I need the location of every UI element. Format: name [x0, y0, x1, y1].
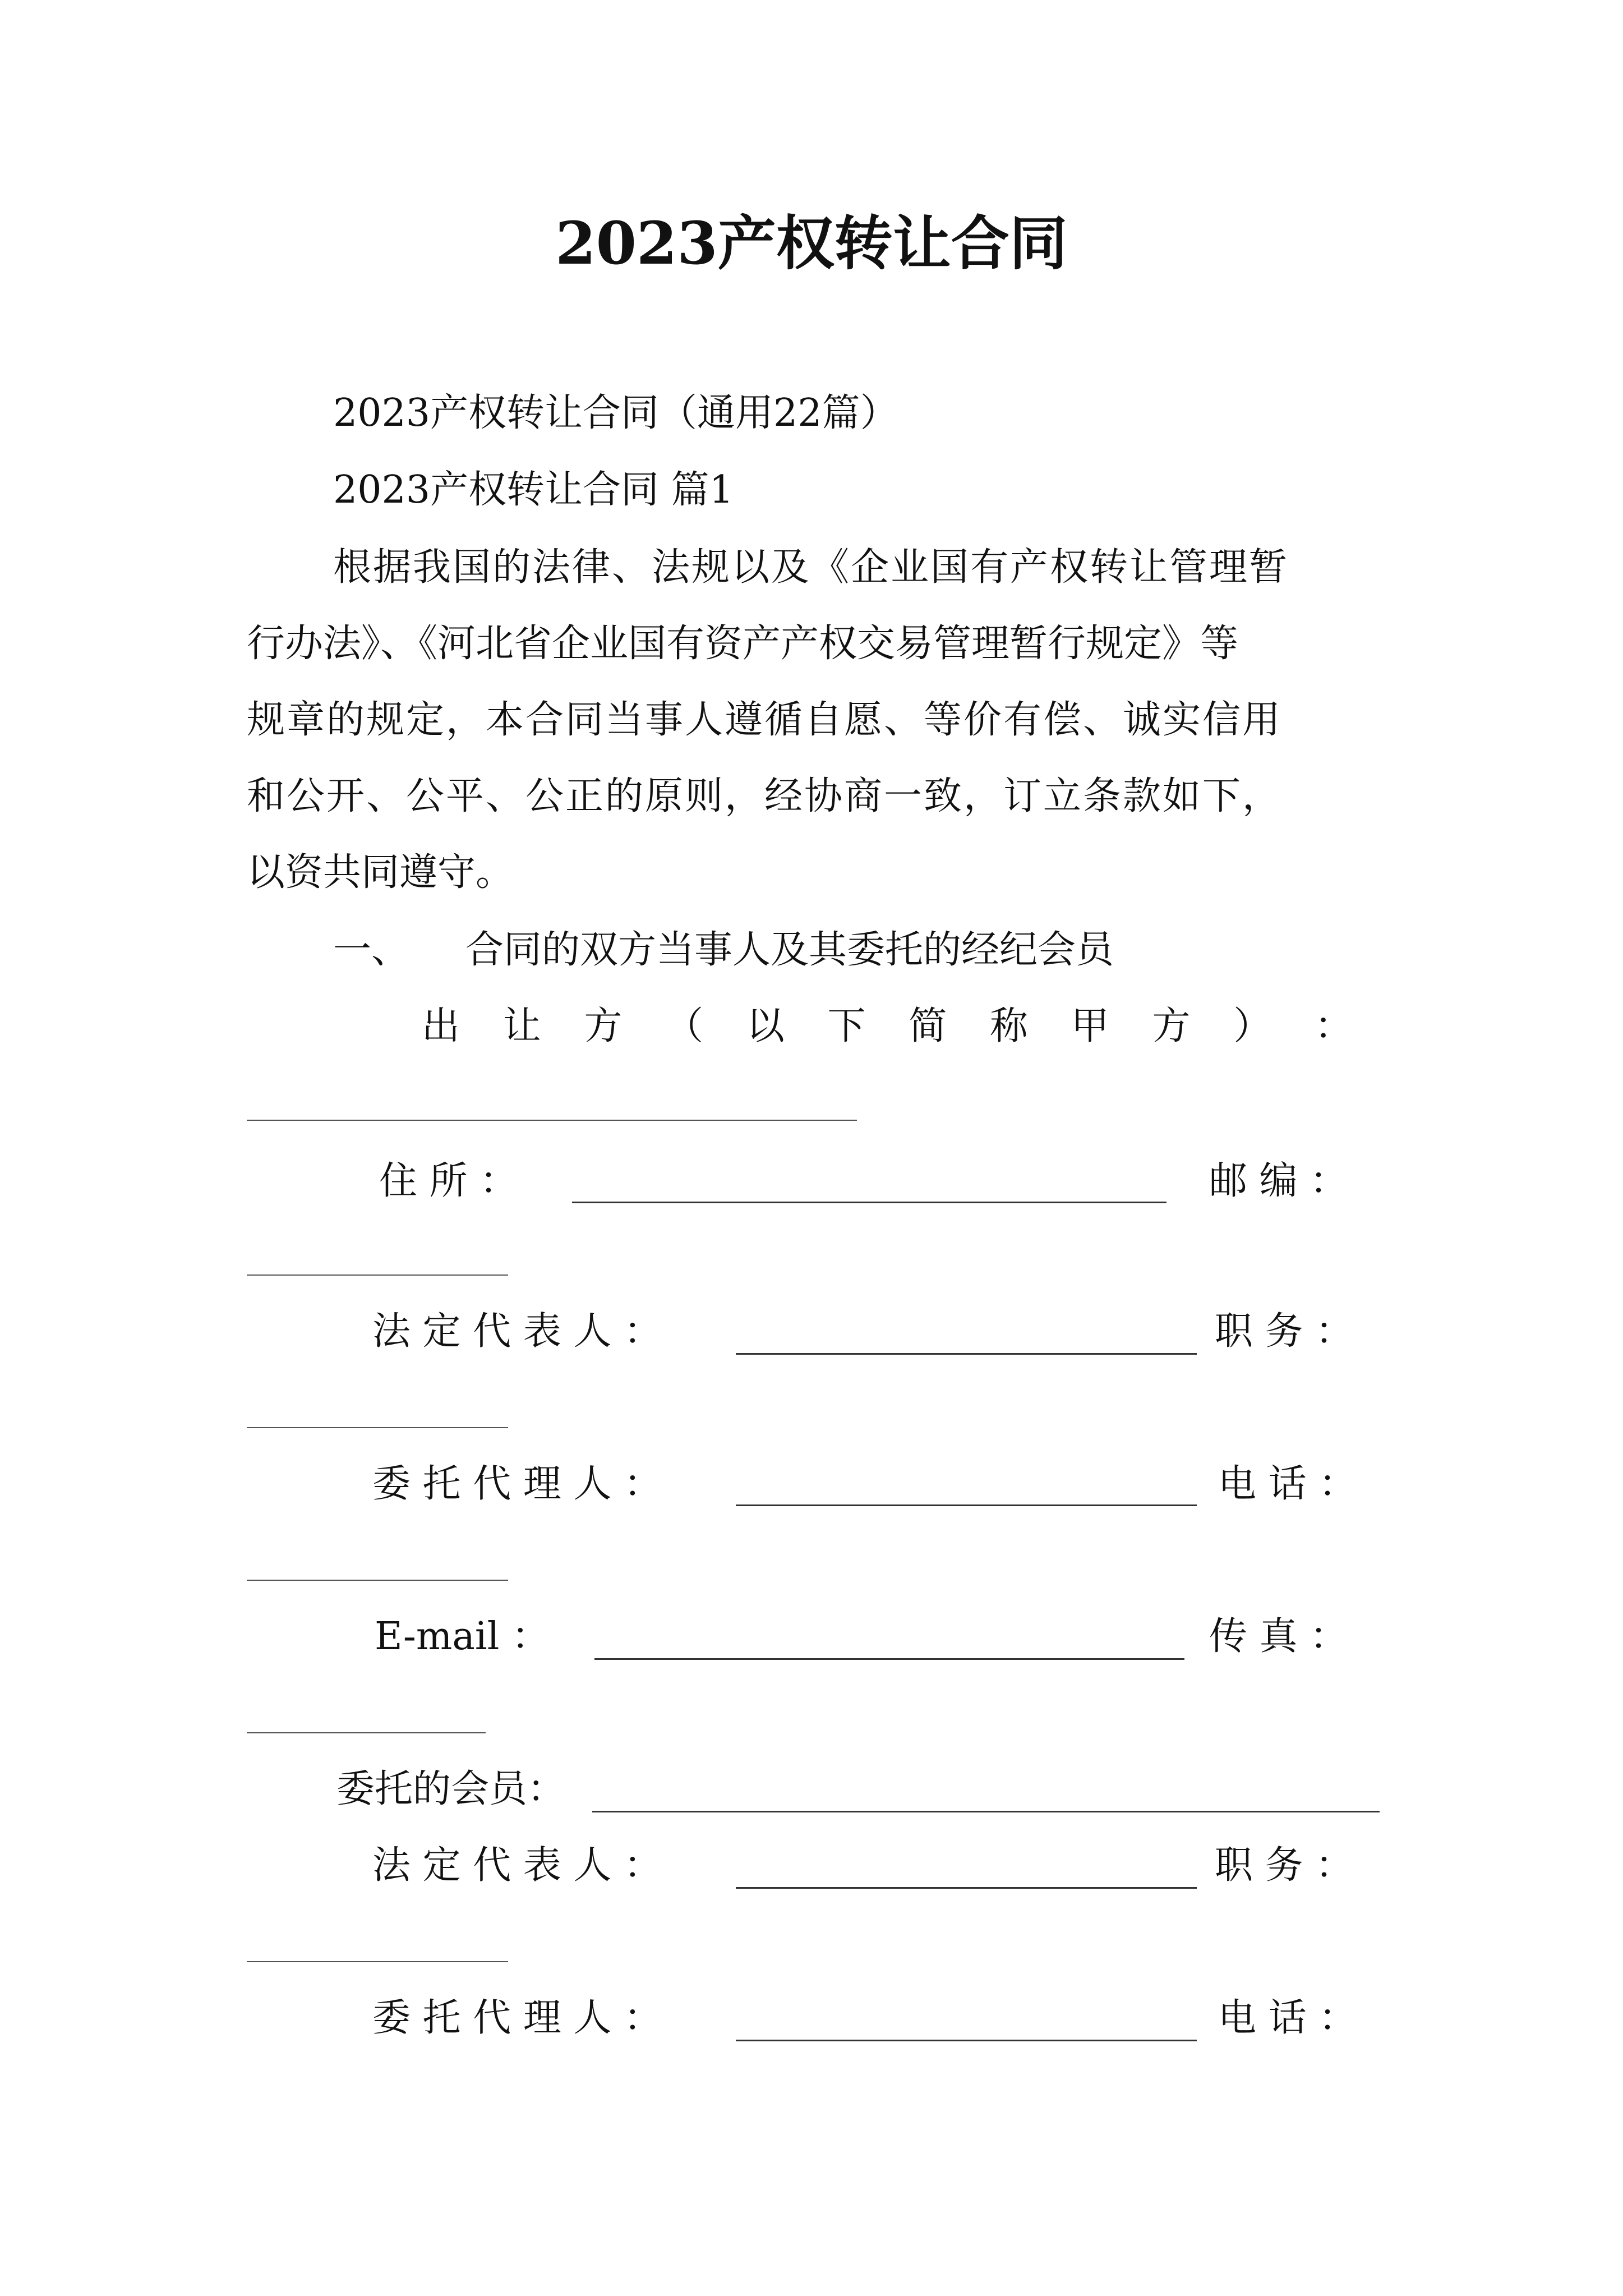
- phone-label: 电 话 ：: [1218, 1462, 1357, 1506]
- position-2-label: 职 务 ：: [1215, 1843, 1354, 1888]
- phone-2-label: 电 话 ：: [1218, 1996, 1357, 2040]
- transferor-char: 以: [746, 1004, 785, 1048]
- paragraph-line-3: 规章的规定，本合同当事人遵循自愿、等价有偿、诚实信用: [247, 698, 1283, 742]
- email-blank[interactable]: [594, 1658, 1184, 1660]
- transferor-char: 甲: [1071, 1004, 1109, 1048]
- position-label: 职 务 ：: [1215, 1309, 1354, 1354]
- address-blank[interactable]: [572, 1202, 1166, 1203]
- transferor-char: ：: [1314, 1004, 1353, 1048]
- member-label: 委托的会员：: [336, 1767, 566, 1811]
- fax-label: 传 真 ：: [1209, 1614, 1348, 1659]
- transferor-char: 让: [502, 1004, 541, 1048]
- transferor-char: 方: [584, 1004, 623, 1048]
- agent-label: 委 托 代 理 人 ：: [372, 1462, 662, 1506]
- transferor-char: 方: [1152, 1004, 1191, 1048]
- transferor-line: [422, 1004, 1353, 1048]
- postcode-blank[interactable]: [247, 1274, 508, 1276]
- legal-rep-blank[interactable]: [736, 1353, 1197, 1355]
- transferor-char: ）: [1233, 1004, 1272, 1048]
- position-2-blank[interactable]: [247, 1961, 508, 1962]
- transferor-char: 出: [422, 1004, 460, 1048]
- paragraph-line-5: 以资共同遵守。: [247, 850, 514, 895]
- position-blank[interactable]: [247, 1427, 508, 1428]
- section-title: 2023产权转让合同 篇1: [333, 468, 734, 512]
- transferor-blank[interactable]: [247, 1120, 857, 1121]
- clause-heading: 合同的双方当事人及其委托的经纪会员: [465, 928, 1114, 972]
- paragraph-line-2: 行办法》、《河北省企业国有资产产权交易管理暂行规定》等: [247, 622, 1239, 666]
- agent-2-label: 委 托 代 理 人 ：: [372, 1996, 662, 2040]
- legal-rep-label: 法 定 代 表 人 ：: [372, 1309, 662, 1354]
- transferor-char: （: [665, 1004, 704, 1048]
- transferor-char: 下: [827, 1004, 866, 1048]
- legal-rep-2-blank[interactable]: [736, 1887, 1197, 1889]
- postcode-label: 邮 编 ：: [1209, 1159, 1348, 1203]
- agent-2-blank[interactable]: [736, 2040, 1197, 2041]
- paragraph-line-4: 和公开、公平、公正的原则，经协商一致，订立条款如下，: [247, 774, 1283, 818]
- email-label: E-mail ：: [375, 1614, 550, 1659]
- fax-blank[interactable]: [247, 1732, 486, 1733]
- address-label: 住 所 ：: [379, 1159, 518, 1203]
- agent-blank[interactable]: [736, 1504, 1197, 1506]
- transferor-char: 简: [909, 1004, 947, 1048]
- legal-rep-2-label: 法 定 代 表 人 ：: [372, 1843, 662, 1888]
- paragraph-line-1: 根据我国的法律、法规以及《企业国有产权转让管理暂: [333, 545, 1289, 590]
- document-subtitle: 2023产权转让合同（通用22篇）: [333, 391, 898, 435]
- clause-number: 一、: [333, 928, 410, 972]
- member-blank[interactable]: [592, 1811, 1380, 1812]
- document-title: 2023产权转让合同: [555, 209, 1068, 278]
- transferor-char: 称: [990, 1004, 1029, 1048]
- phone-blank[interactable]: [247, 1580, 508, 1581]
